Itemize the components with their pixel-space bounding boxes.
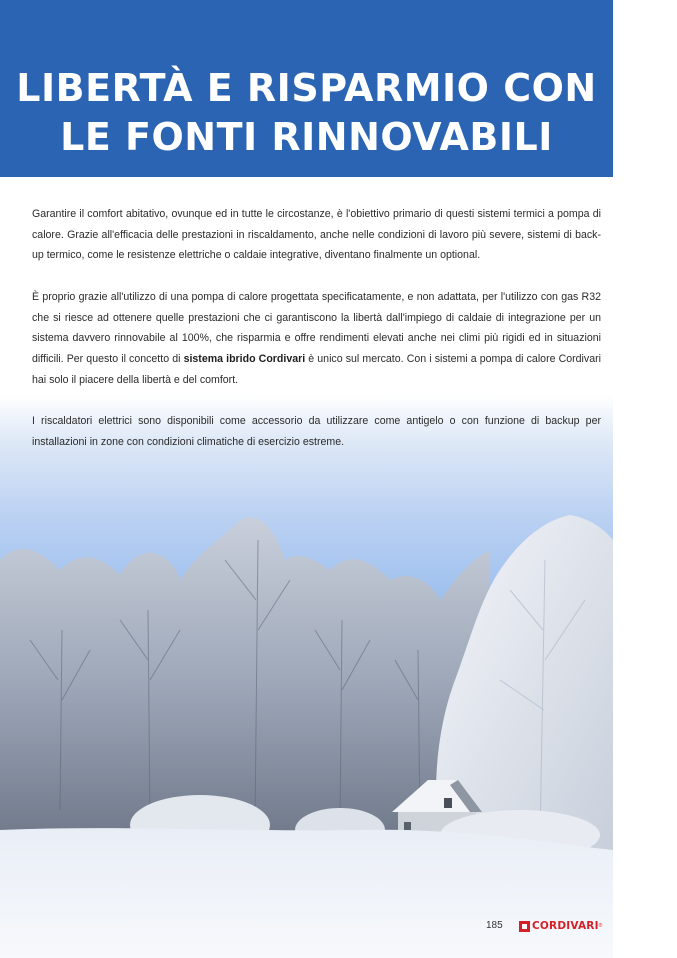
snowy-landscape-photo — [0, 480, 613, 958]
title-banner — [0, 0, 613, 177]
paragraph-2-text-b: è unico sul mercato. Con i sistemi a pompa di calore Cordivari hai solo il piacere della libertà e del comfort. — [32, 352, 601, 386]
paragraph-2-text-a: È proprio grazie all'utilizzo di una pompa di calore progettata specificatamente, e non adattata, per l'utilizzo con gas R32 che si riesce ad ottenere quelle prestazioni che ci garantiscono la libertà dall'impiego di caldaie di integrazione per un sistema davvero rinnovabile al 100%, che risparmia e offre rendimenti elevati anche nei climi più rigidi ed in situazioni difficili. Per questo il concetto di — [32, 290, 601, 365]
paragraph-2-highlight: sistema ibrido Cordivari — [183, 352, 306, 365]
page-number: 185 — [486, 920, 503, 931]
title-line-1: LIBERTÀ E RISPARMIO CON — [16, 66, 597, 110]
paragraph-1: Garantire il comfort abitativo, ovunque ed in tutte le circostanze, è l'obiettivo primario di questi sistemi termici a pompa di calore. Grazie all'efficacia delle prestazioni in riscaldamento, anche nelle condizioni di lavoro più severe, sistemi di back-up termico, come le resistenze elettriche o caldaie integrative, diventano finalmente un optional. — [32, 208, 601, 262]
logo-mark-icon — [519, 921, 530, 932]
snow-field — [0, 828, 613, 958]
title-line-2: LE FONTI RINNOVABILI — [60, 115, 553, 159]
logo-text: CORDIVARI — [532, 920, 599, 932]
body-text — [32, 204, 601, 473]
paragraph-3: I riscaldatori elettrici sono disponibili come accessorio da utilizzare come antigelo o con funzione di backup per installazioni in zone con condizioni climatiche di esercizio estreme. — [32, 415, 601, 448]
logo-trademark: ® — [598, 923, 603, 929]
cordivari-logo — [519, 919, 602, 933]
paragraph-2 — [32, 287, 601, 391]
page-title — [0, 64, 613, 162]
